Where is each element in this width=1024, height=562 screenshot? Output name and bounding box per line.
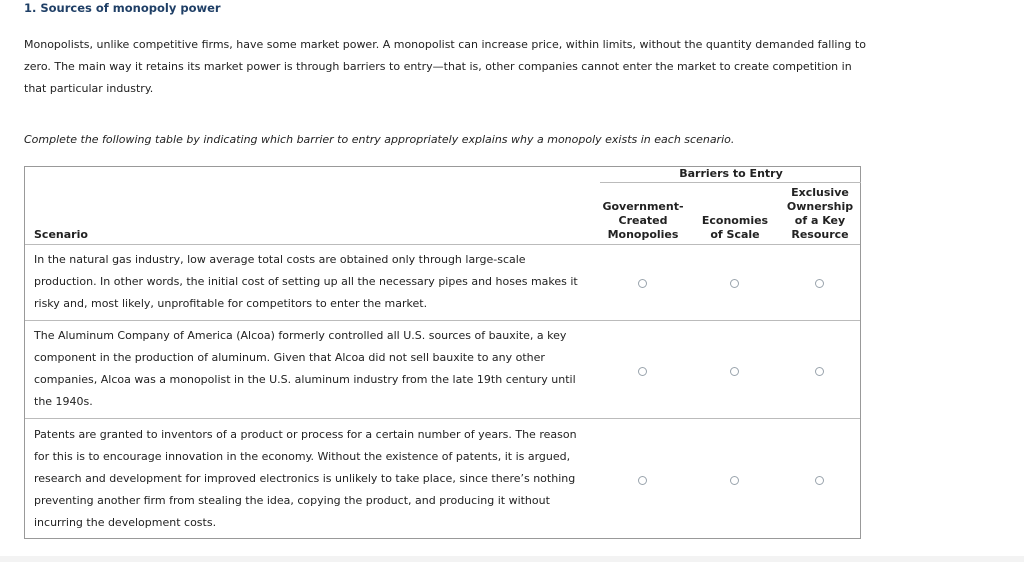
radio-row3-exclusive-ownership[interactable] (815, 476, 824, 485)
scenario-column-header: Scenario (34, 228, 88, 241)
radio-row1-government-created[interactable] (638, 279, 647, 288)
column-header-exclusive-ownership: Exclusive Ownership of a Key Resource (786, 186, 854, 241)
row-divider-2 (25, 418, 860, 419)
table-instruction: Complete the following table by indicating which barrier to entry appropriately explains why a monopoly exists in each scenario. (24, 133, 735, 146)
group-header-divider (600, 182, 861, 183)
radio-row1-exclusive-ownership[interactable] (815, 279, 824, 288)
radio-row3-economies-of-scale[interactable] (730, 476, 739, 485)
radio-row2-government-created[interactable] (638, 367, 647, 376)
page-bottom-edge (0, 556, 1024, 562)
header-divider (25, 244, 860, 245)
scenario-text-alcoa: The Aluminum Company of America (Alcoa) formerly controlled all U.S. sources of bauxite, a key component in the production of aluminum. Given that Alcoa did not sell bauxite to any other companies, Alcoa was a monopolist in the U.S. aluminum industry from the late 19th century until the 1940s. (34, 329, 576, 408)
column-header-economies-of-scale: Economies of Scale (701, 214, 769, 241)
radio-row2-economies-of-scale[interactable] (730, 367, 739, 376)
radio-row1-economies-of-scale[interactable] (730, 279, 739, 288)
question-title: 1. Sources of monopoly power (24, 1, 221, 15)
scenario-text-natural-gas: In the natural gas industry, low average total costs are obtained only through large-scale production. In other words, the initial cost of setting up all the necessary pipes and hoses makes it risky and, most likely, unprofitable for competitors to enter the market. (34, 253, 578, 310)
intro-paragraph: Monopolists, unlike competitive firms, have some market power. A monopolist can increase price, within limits, without the quantity demanded falling to zero. The main way it retains its market power is through barriers to entry—that is, other companies cannot enter the market to create competition in that particular industry. (24, 38, 866, 95)
column-header-government-created: Government- Created Monopolies (602, 200, 684, 241)
barriers-group-header: Barriers to Entry (679, 167, 783, 180)
scenario-text-patents: Patents are granted to inventors of a product or process for a certain number of years. The reason for this is to encourage innovation in the economy. Without the existence of patents, it is argued, research and development for improved electronics is unlikely to take place, since there’s nothing preventing another firm from stealing the idea, copying the product, and producing it without incurring the development costs. (34, 428, 577, 529)
radio-row2-exclusive-ownership[interactable] (815, 367, 824, 376)
row-divider-1 (25, 320, 860, 321)
radio-row3-government-created[interactable] (638, 476, 647, 485)
